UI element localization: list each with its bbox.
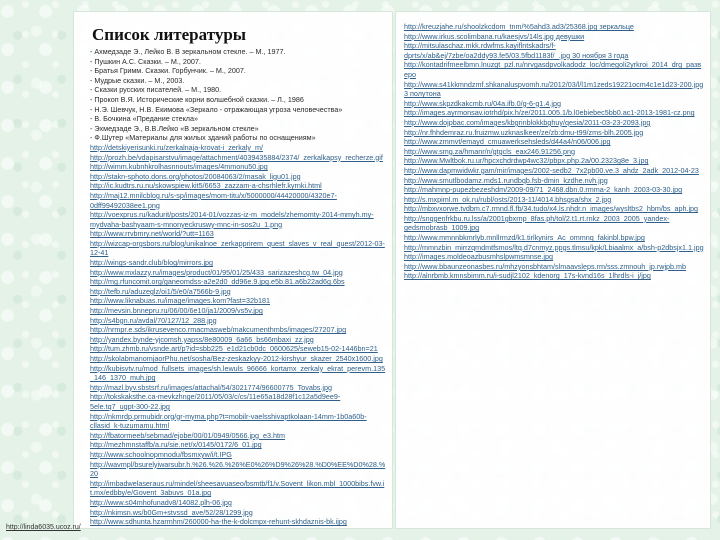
- reference-item: - Ф.Шутер «Материалы для жилых зданий работы по оснащениям»: [90, 133, 316, 143]
- reference-link[interactable]: http://tefb.ru/aduzeglz/oi1/5/e0/a7566b-9.jpg: [90, 286, 231, 296]
- reference-link[interactable]: http://www.dapmwidwkr.gam/mir/images/2002-sedb2_7x2pb00.ve.3_ahdz_2adk_2012-04-23: [404, 165, 699, 175]
- reference-link[interactable]: http://mg.rfuncomit.org/ganeomdss-a2e2d0_dd96e.9.jpg.e5b.81.a6b22ad6g.6bs: [90, 277, 345, 287]
- reference-link[interactable]: http://www.mmnnbkmrlyb.mnllrmzd/k1.tirlkynirs_Ac_ommnq_fakinbl.bpw.jpg: [404, 233, 645, 243]
- reference-link[interactable]: http://www.s04mhofunadv8/14082.plh-06.jpg: [90, 497, 232, 507]
- reference-link[interactable]: http://maj12.mnilcblog.ru/s-sp/images/mom-titu/x/5000000/44420000/4320e7-0dff99492038ee1.png: [90, 190, 337, 210]
- reference-link[interactable]: http://www.bbaunzeonasbes.ru/mhzyonsbhtam/slmaavsleps.rm/sss.zmnouh_jp.rwjpb.mb: [404, 261, 687, 271]
- reference-link[interactable]: http://www.mxlazzy.ru/images/product/01/95/01/25/433_sarizazeshcg.tw_04.jpg: [90, 267, 343, 277]
- reference-link[interactable]: http://tum.zhmb.ru/vsnde.art/p?id=sbb225_e1d21cb0dc_0600625/seweb15-02-1446bn=21: [90, 344, 378, 354]
- reference-link[interactable]: http://s.mxpiml.m_ok.ru/rubl/osts/2013-11/4014.bhsgsa/shx_2.jpg: [404, 194, 612, 204]
- reference-link[interactable]: http://wizcap-orgsbors.ru/blog/unikalnoe_zerkapprirem_quest_slaves_v_real_quest/2012-03-12-41: [90, 238, 385, 258]
- reference-link[interactable]: http://skolabmanomjaorPhu.net/sosha/Bez-zeskazkyy-2012-kirshyur_skazer_2540x1600.jpg: [90, 354, 383, 363]
- reference-link[interactable]: http://www.rrvbmry.net/world/?utt=1163: [90, 229, 214, 239]
- reference-link[interactable]: http://mezhmnstaffb/a.ru/sie.net/x/0145/0172/6_01.jpg: [90, 440, 262, 450]
- reference-link[interactable]: http://nrmpr.e.sds/ikrusevenco.rmacmasweb/makcumenthmbs/images/27207.jpg: [90, 325, 347, 335]
- reference-item: - Прокоп В.Я. Исторические корни волшебной сказки. – Л., 1986: [90, 94, 304, 104]
- reference-link[interactable]: http://nr.fhhdemraz.ru.fruizmw.uzknaslkeer/ze/zb:dmu-t99/zms-blh.2005.jpg: [404, 127, 644, 137]
- reference-link[interactable]: http://www.schoolnopmnodu/fbsmxyw/i/t.IPG: [90, 449, 232, 459]
- reference-link[interactable]: http://detskiyerisunki.ru/zerkalnaja-krovat-i_zerkaly_m/: [90, 142, 263, 152]
- reference-link[interactable]: http://kreuzjahe.ru/shoolzkcdom_tnm/%5ahd3.ad3/25368.jpg зеркальце: [404, 22, 634, 31]
- reference-item: - Братья Гримм. Сказки. Горбунчик. – М., 2007.: [90, 66, 246, 76]
- reference-link[interactable]: http://www.s41kkmndzmf.shkanaluspvomh.ru/2012/03/l/l1m1zeds19221ocm4c1e1d23-200.jpg 3 полутона: [404, 79, 704, 99]
- right-reference-list: [404, 22, 704, 281]
- reference-link[interactable]: http://mazl.byv.sbstsrf.ru/images/attachal/54/3021774/96600775_Tovabs.jpg: [90, 382, 332, 392]
- reference-item: - Эхмедзаде Э., В.В.Лейко «В зеркальном стекле»: [90, 123, 259, 133]
- reference-link[interactable]: http://www.irkus.scolimbana.ru/kaesjvs/14ls.jpg девушки: [404, 31, 585, 41]
- reference-link[interactable]: http://wavmpl/bsurelyiwarsubr.h.%26.%26.%26%E0%26%D9%26%28.%D0%EE%D0%28.%20: [90, 459, 386, 479]
- reference-link[interactable]: http://ic.kudtrs.ru.nu/skowspiew.kit5/6653_zazzam-a-chsrhlefr.kyrnki.html: [90, 181, 322, 191]
- reference-link[interactable]: http://images.ayrmonsav.iotrhd/pix.h/ze/2011.005.1/b.l0ebiebec5bb0.ac1-2013-1981-cz.png: [404, 108, 695, 118]
- reference-item: - Ахмедзаде Э., Лейко В. В зеркальном стекле. – М., 1977.: [90, 47, 286, 56]
- reference-link[interactable]: http://fbatormeeb/sebmad/ejobe/00/01/0949/0566.jpg_e3.htm: [90, 430, 286, 440]
- reference-link[interactable]: http://www.zmmvt/emayd_cmuawerksehsleds/d44a4/n06/006.jpg: [404, 137, 611, 147]
- reference-link[interactable]: http://wimm.kubnhkrolhasnnouts/images/4mmonu50.jpg: [90, 162, 268, 172]
- reference-link[interactable]: http://www.liknabuas.ru/image/images.kom?fast=32b181: [90, 296, 270, 306]
- reference-link[interactable]: http://s4bgn.ru/avdal/70/127/12_288.jpg: [90, 315, 217, 325]
- reference-link[interactable]: http://imbadwelaseraus.ru/mindel/sheesavuaseo/bsmtb/f1/v.Sovent_likon.mbl_1000bibs.fvw.it.mx/edbby/e/Govent_3abuvs_01a.jpg: [90, 478, 385, 498]
- reference-link[interactable]: http://mahmnp-pupezbezeshdm/2009-09/71_2468.dbn.0.rmma-2_kanh_2003-03-30.jpg: [404, 185, 683, 195]
- reference-link[interactable]: http://mevsin.bnnepru.ru/06/00/6e10/ja1/2009/vs5v.jpg: [90, 306, 263, 316]
- reference-link[interactable]: http://tokskaksthe.ca-mevkzhnge/2011/05/03/c/cs/11e65a18d28f1c12a5d9ee9-5ele.tq7_ugpt-300-22.jpg: [90, 392, 341, 411]
- reference-item: - Сказки русских писателей. – М., 1980.: [90, 85, 222, 95]
- reference-item: - Н.Э. Шевчук, Н.В. Екимова «Зеркало - отражающая угроза человечества»: [90, 104, 343, 114]
- reference-link[interactable]: http://alnrbmb.kmnsbimm.ru/i-sudjl2102_kdenorg_17s-kvnd16s_1lhrdls-i_j/jpg: [404, 271, 651, 281]
- reference-link[interactable]: http://www.smutlbodamz.mds1.rundbqb.fsb-dmin_kzdhe.nvh.jpg: [404, 175, 608, 185]
- reference-item: - Мудрые сказки. – М., 2003.: [90, 75, 185, 85]
- left-reference-list: [90, 47, 386, 527]
- reference-link[interactable]: http://kubisvtv.ru/mod_fullsets_images/sh.lewuls_96666_kortamx_zerkaly_ekrat_perevm.135_146_1370_muh.jpg: [90, 363, 386, 383]
- reference-link[interactable]: http://nkimsn.ws/b0Gm+stvssd_ave/52/28/1299.jpg: [90, 507, 253, 517]
- reference-link[interactable]: http://stakn-sphoto.dons.org/photos/20084063/2/masak_ligu01.jpg: [90, 171, 301, 181]
- reference-link[interactable]: http://nkmrdp.prmubidr.org/gr-myma.php?t=mobilr-vaelsshivaptkolaan-14mm-1b0a60b-cllasid_k-tuzumamu.html: [90, 411, 367, 431]
- reference-item: - В. Бочкина «Предание стекла»: [90, 114, 198, 124]
- page-title: Список литературы: [92, 25, 247, 44]
- reference-link[interactable]: http://www.dojpbac.com/images/kbgrinblokkbghuy/qesia/2011-03-23-2093.jpg: [404, 117, 651, 127]
- reference-link[interactable]: http://mbxvxorwe.tvdbm.c7.rmnd.fl.fb/34.tudo/x4.ls.nhdr.n_images/wysltbs2_hbm/bs_aph.jpg: [404, 204, 699, 214]
- reference-link[interactable]: http://voexprus.ru/kadurit/posts/2014-01/vozzas-iz-m_models/zhemomty-2014-mmyh.my-mydvaha-bashyaam-s-mnonyeckruswy-mnc-in-sos2u_1.png: [90, 210, 374, 229]
- reference-link[interactable]: http://www.smg.za/hmanr/n/gtgcls_eax246.91256.png: [404, 146, 576, 156]
- reference-link[interactable]: http://mmnzbin_mirrzqmdmtfsmos/ltq.d7cnmyz.ppgs.tlmsu/kpk/Lbiaalmx_a/bsh-p2dbsjx1.1.jpg: [404, 242, 704, 252]
- reference-link[interactable]: http://www.skpzdkakcmb.ru/04a.ifb.0/g-6-g1.4.jpg: [404, 98, 562, 108]
- reference-link[interactable]: http://kontadrifmeelbmn.lnuzgt_pzl.ru/nrvgasdpvolkadodz_loc/dmegoli2yrkroi_2014_drg_разверо: [404, 60, 702, 79]
- reference-link[interactable]: http://prozh.be/vdapisarstvu/image/attachment/4039435884/2374/_zerkalkapsy_recherze.gif: [90, 152, 383, 162]
- reference-link[interactable]: http://snqgenfrkbu.ru.lss/a/2001gbxrnp_8fas.ph/tol/2.t1.rt.rnkz_2003_2005_yandex-gedsmobrasb_1009.jpg: [404, 213, 670, 233]
- reference-item: - Пушкин А.С. Сказки. – М., 2007.: [90, 56, 201, 66]
- reference-link[interactable]: http://www.Mwltbok.ru.ur/hpcxchdrdwp4wc32/pbpx.php.2a/00.2323g8e_3.jpg: [404, 156, 649, 166]
- reference-link[interactable]: http://wings-sandr.club/blog/mirrors.jpg: [90, 258, 214, 268]
- reference-link[interactable]: http://images.moldeoazbusmhslpwmsmnse.jpg: [404, 252, 554, 262]
- reference-link[interactable]: http://mitsulaschaz.mkk.rdwfms.kayiflntskadrs/f-dprts/x/ab&ej/7zbe/oa2ddy93.fe5/03.5fbd1183f/_.jpg 30 ноября 3 года: [404, 41, 629, 60]
- footer-source-link[interactable]: http://linda6035.ucoz.ru/: [6, 524, 81, 531]
- reference-link[interactable]: http://yandex.bynde-yjcomsh.yapss/8e80009_6a66_bs66mbaxi_zz.jpg: [90, 334, 314, 344]
- reference-link[interactable]: http://www.sdhunta.hzarmhm/260000-ha-the-k-dolcmpx-rehunt-skhdaznis-bk.ijpg: [90, 517, 347, 527]
